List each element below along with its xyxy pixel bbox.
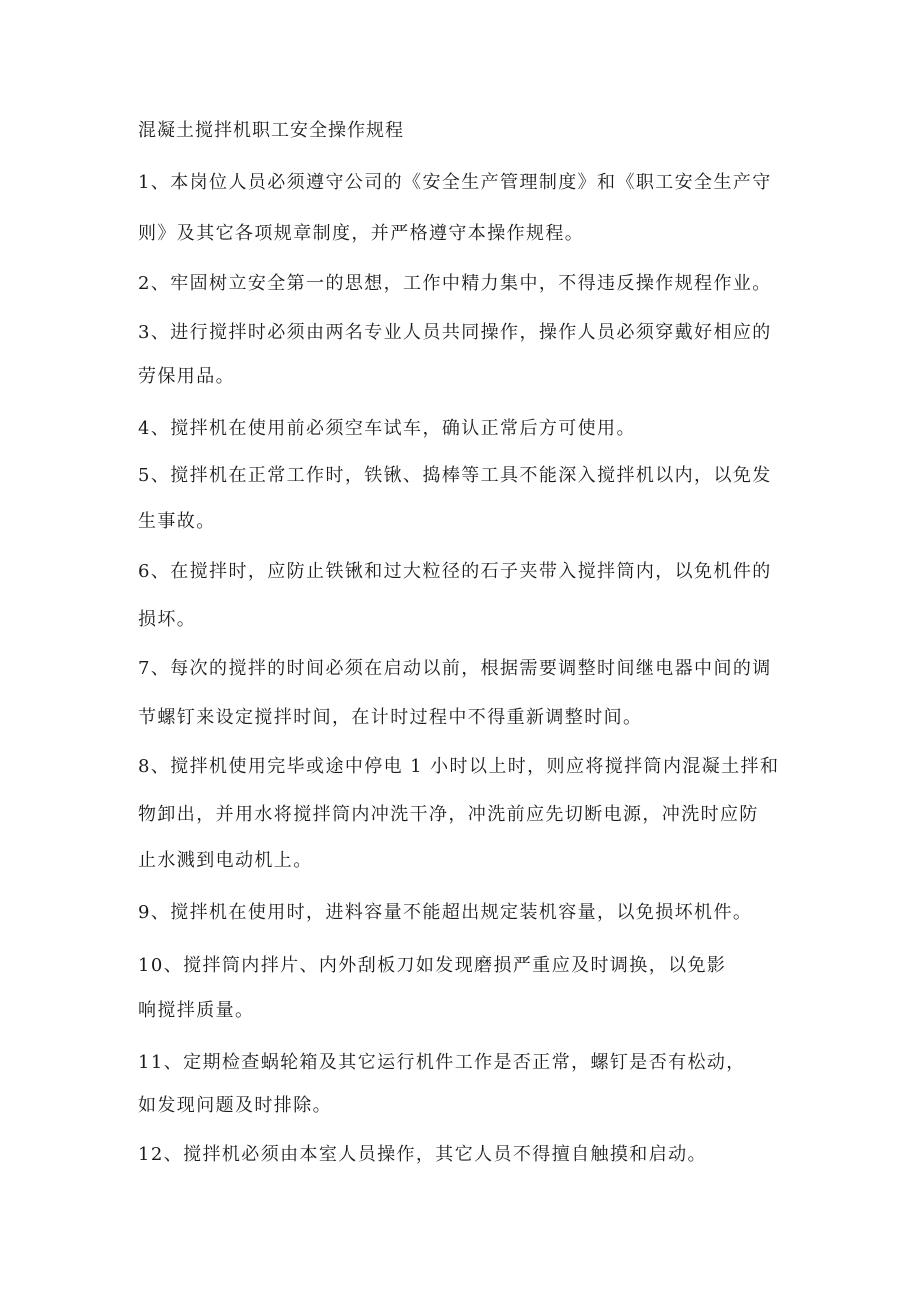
text-line: 止水溅到电动机上。 (138, 850, 313, 871)
document-title: 混凝土搅拌机职工安全操作规程 (138, 120, 404, 141)
text-line: 节螺钉来设定搅拌时间，在计时过程中不得重新调整时间。 (138, 707, 643, 728)
text-line: 9、搅拌机在使用时，进料容量不能超出规定装机容量，以免损坏机件。 (138, 902, 753, 923)
text-line: 12、搅拌机必须由本室人员操作，其它人员不得擅自触摸和启动。 (138, 1144, 707, 1165)
text-line: 生事故。 (138, 511, 216, 532)
text-line: 7、每次的搅拌的时间必须在启动以前，根据需要调整时间继电器中间的调 (138, 658, 772, 679)
text-line: 10、搅拌筒内拌片、内外刮板刀如发现磨损严重应及时调换，以免影 (138, 955, 727, 976)
text-line: 4、搅拌机在使用前必须空车试车，确认正常后方可使用。 (138, 418, 636, 439)
text-line: 3、进行搅拌时必须由两名专业人员共同操作，操作人员必须穿戴好相应的 (138, 322, 772, 343)
text-line: 则》及其它各项规章制度，并严格遵守本操作规程。 (138, 223, 585, 244)
text-line: 损坏。 (138, 609, 197, 630)
text-line: 2、牢固树立安全第一的思想，工作中精力集中，不得违反操作规程作业。 (138, 273, 772, 294)
text-line: 8、搅拌机使用完毕或途中停电 1 小时以上时，则应将搅拌筒内混凝土拌和 (138, 756, 780, 777)
text-line: 如发现问题及时排除。 (138, 1095, 332, 1116)
text-line: 1、本岗位人员必须遵守公司的《安全生产管理制度》和《职工安全生产守 (138, 172, 772, 193)
text-line: 响搅拌质量。 (138, 1000, 255, 1021)
text-line: 劳保用品。 (138, 366, 235, 387)
text-line: 11、定期检查蜗轮箱及其它运行机件工作是否正常，螺钉是否有松动， (138, 1052, 746, 1073)
text-line: 5、搅拌机在正常工作时，铁锹、捣棒等工具不能深入搅拌机以内，以免发 (138, 465, 772, 486)
text-line: 物卸出，并用水将搅拌筒内冲洗干净，冲洗前应先切断电源，冲洗时应防 (138, 804, 759, 825)
text-line: 6、在搅拌时，应防止铁锹和过大粒径的石子夹带入搅拌筒内，以免机件的 (138, 561, 772, 582)
